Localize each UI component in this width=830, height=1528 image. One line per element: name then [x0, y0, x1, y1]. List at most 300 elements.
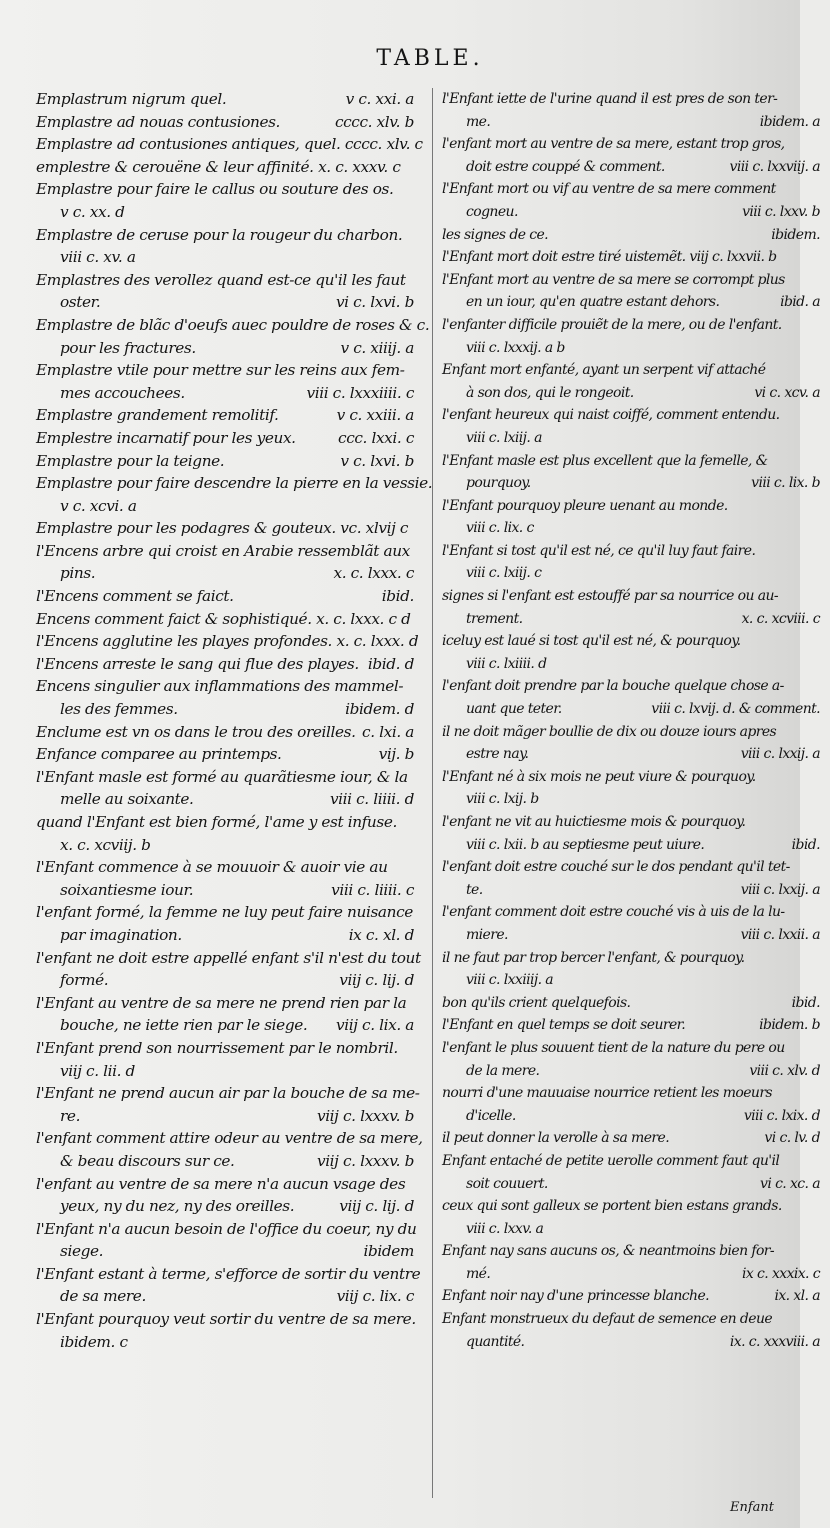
- entry-reference: ix c. xl. d: [348, 925, 414, 944]
- entry-text: l'Enfant prend son nourrissement par le nombril.: [36, 1038, 398, 1057]
- entry-text: Emplastre pour la teigne.: [36, 451, 225, 470]
- entry-reference: [814, 1195, 820, 1218]
- entry-text: l'Enfant n'a aucun besoin de l'office du coeur, ny du: [36, 1219, 417, 1238]
- index-entry-line: [36, 675, 414, 698]
- entry-text: l'enfant doit prendre par la bouche quelque chose a-: [442, 678, 784, 695]
- entry-reference: viii c. lxxij. a: [740, 881, 820, 898]
- index-entry-line: [36, 969, 414, 992]
- index-entry-line: [442, 1037, 820, 1060]
- entry-reference: [411, 608, 417, 631]
- entry-text: trement.: [466, 610, 523, 627]
- entry-text: & beau discours sur ce.: [60, 1151, 235, 1170]
- index-entry-line: [36, 133, 423, 156]
- entry-reference: [408, 517, 414, 540]
- entry-text: d'icelle.: [466, 1107, 516, 1124]
- entry-reference: [814, 630, 820, 653]
- entry-reference: [410, 540, 416, 563]
- entry-text: mé.: [466, 1265, 491, 1282]
- index-entry-line: [442, 924, 820, 947]
- entry-reference: [408, 856, 414, 879]
- entry-reference: ibidem. b: [759, 1017, 820, 1034]
- index-entry-line: [36, 359, 414, 382]
- entry-text: doit estre couppé & comment.: [466, 158, 665, 175]
- entry-text: il peut donner la verolle à sa mere.: [442, 1130, 670, 1147]
- index-entry-line: [36, 879, 414, 902]
- index-entry-line: [36, 585, 414, 608]
- entry-text: yeux, ny du nez, ny des oreilles.: [60, 1197, 295, 1216]
- entry-text: l'Enfant né à six mois ne peut viure & pourquoy.: [442, 768, 756, 785]
- index-entry-line: [442, 246, 820, 269]
- entry-reference: [408, 992, 414, 1015]
- entry-text: pourquoy.: [466, 475, 531, 492]
- entry-reference: [408, 201, 414, 224]
- index-entry-line: [442, 540, 820, 563]
- index-entry-line: [36, 1082, 420, 1105]
- index-entry-line: [36, 788, 414, 811]
- entry-reference: [416, 1308, 422, 1331]
- entry-text: melle au soixante.: [60, 790, 194, 809]
- entry-text: Emplastre grandement remolitif.: [36, 406, 279, 425]
- index-entry-line: [442, 201, 820, 224]
- entry-reference: [814, 811, 820, 834]
- entry-reference: v c. xxi. a: [345, 90, 414, 108]
- entry-text: l'Enfant ne prend aucun air par la bouche de sa me-: [36, 1084, 420, 1103]
- index-entry-line: [442, 1195, 820, 1218]
- entry-reference: [814, 337, 820, 360]
- index-entry-line: [442, 314, 820, 337]
- index-entry-line: [442, 856, 820, 879]
- index-entry-line: [442, 178, 820, 201]
- entry-reference: ix c. xxxix. c: [742, 1265, 820, 1282]
- index-entry-line: [442, 675, 820, 698]
- entry-reference: [814, 653, 820, 676]
- entry-text: viii c. lxii. b au septiesme peut uiure.: [466, 836, 705, 853]
- entry-text: formé.: [60, 971, 109, 990]
- entry-reference: viii c. lxvij. d. & comment.: [651, 701, 820, 718]
- index-entry-line: [442, 382, 820, 405]
- index-entry-line: [442, 88, 820, 111]
- index-entry-line: [442, 472, 820, 495]
- entry-text: viii c. lxij. b: [466, 791, 539, 808]
- index-entry-line: [36, 178, 414, 201]
- index-entry-line: [442, 291, 820, 314]
- index-entry-line: [36, 1014, 414, 1037]
- entry-text: l'Encens comment se faict.: [36, 587, 234, 606]
- entry-text: Enfant entaché de petite uerolle comment faut qu'il: [442, 1152, 780, 1169]
- index-entry-line: [442, 879, 820, 902]
- index-entry-line: [36, 1195, 414, 1218]
- index-entry-line: [442, 427, 820, 450]
- entry-text: viii c. lix. c: [466, 520, 534, 537]
- entry-text: mes accouchees.: [60, 383, 185, 402]
- entry-reference: [432, 472, 438, 495]
- entry-text: l'Enfant si tost qu'il est né, ce qu'il luy faut faire.: [442, 542, 756, 559]
- entry-reference: v c. xiiij. a: [340, 338, 414, 357]
- index-entry-line: [442, 156, 820, 179]
- entry-reference: viii c. lix. b: [751, 475, 820, 492]
- index-entry-line: [442, 992, 820, 1015]
- entry-text: viii c. lxiij. a: [466, 429, 542, 446]
- entry-text: l'enfanter difficile prouiẽt de la mere, ou de l'enfant.: [442, 316, 782, 333]
- entry-text: Encens singulier aux inflammations des mammel-: [36, 677, 404, 696]
- entry-reference: [423, 1127, 429, 1150]
- index-entry-line: [36, 924, 414, 947]
- entry-reference: [408, 1331, 414, 1354]
- index-entry-line: [36, 1331, 414, 1354]
- index-entry-line: [36, 224, 414, 247]
- entry-reference: ibidem. d: [345, 700, 414, 719]
- entry-text: l'Encens arbre qui croist en Arabie ressemblãt aux: [36, 541, 410, 560]
- entry-text: quand l'Enfant est bien formé, l'ame y est infuse.: [36, 813, 397, 831]
- entry-text: uant que teter.: [466, 701, 562, 718]
- entry-reference: [408, 1173, 414, 1196]
- entry-text: bon qu'ils crient quelquefois.: [442, 994, 631, 1011]
- entry-reference: ibid.: [381, 587, 414, 606]
- index-entry-line: [36, 88, 414, 111]
- index-entry-line: [442, 585, 820, 608]
- entry-reference: [814, 1082, 820, 1105]
- index-entry-line: [36, 1105, 414, 1128]
- index-entry-line: [442, 969, 820, 992]
- entry-reference: [814, 788, 820, 811]
- entry-reference: ibid. a: [780, 294, 820, 311]
- index-entry-line: [36, 834, 414, 857]
- index-entry-line: [442, 1308, 820, 1331]
- entry-text: soixantiesme iour.: [60, 880, 194, 899]
- entry-text: estre nay.: [466, 746, 529, 763]
- entry-text: l'Enfant mort au ventre de sa mere se corrompt plus: [442, 271, 785, 288]
- entry-reference: [408, 675, 414, 698]
- entry-reference: [814, 562, 820, 585]
- entry-text: Enfant mort enfanté, ayant un serpent vif attaché: [442, 362, 766, 379]
- index-entry-line: [442, 224, 820, 247]
- entry-reference: ix. c. xxxviii. a: [729, 1333, 820, 1350]
- index-entry-line: [442, 404, 820, 427]
- entry-reference: ibidem.: [771, 226, 820, 243]
- entry-text: Emplastre pour faire descendre la pierre en la vessie.: [36, 474, 433, 493]
- entry-text: l'Enfant estant à terme, s'efforce de sortir du ventre: [36, 1264, 421, 1283]
- index-entry-line: [36, 382, 414, 405]
- entry-reference: [814, 517, 820, 540]
- index-entry-line: [36, 721, 414, 744]
- entry-text: x. c. xcviij. b: [60, 835, 151, 854]
- entry-reference: [814, 721, 820, 744]
- entry-text: me.: [466, 113, 491, 130]
- entry-reference: vij. b: [378, 745, 414, 764]
- entry-text: de la mere.: [466, 1062, 540, 1079]
- entry-reference: viii c. lxxij. a: [740, 746, 820, 763]
- index-entry-line: [442, 111, 820, 134]
- entry-reference: [814, 766, 820, 789]
- index-entry-line: [442, 133, 820, 156]
- index-entry-line: [442, 1218, 820, 1241]
- entry-text: v c. xcvi. a: [60, 496, 137, 515]
- index-entry-line: [442, 608, 820, 631]
- entry-reference: [814, 675, 820, 698]
- index-entry-line: [36, 156, 414, 179]
- index-entry-line: [442, 901, 820, 924]
- entry-text: signes si l'enfant est estouffé par sa nourrice ou au-: [442, 588, 779, 605]
- entry-reference: ibid. d: [367, 654, 414, 673]
- index-entry-line: [36, 201, 414, 224]
- entry-reference: x. c. xcviii. c: [741, 610, 820, 627]
- entry-text: Emplastres des verollez quand est-ce qu'il les faut: [36, 270, 406, 289]
- index-entry-line: [442, 1263, 820, 1286]
- entry-reference: viij c. lij. d: [339, 971, 414, 990]
- entry-reference: viii c. lxxii. a: [740, 926, 820, 943]
- entry-text: Encens comment faict & sophistiqué. x. c. lxxx. c d: [36, 609, 411, 628]
- index-entry-line: [36, 1060, 414, 1083]
- entry-text: viii c. lxiij. c: [466, 565, 542, 582]
- index-entry-line: [36, 901, 414, 924]
- entry-reference: [814, 269, 820, 292]
- entry-reference: [408, 269, 414, 292]
- entry-text: Emplastre vtile pour mettre sur les reins aux fem-: [36, 361, 405, 380]
- entry-reference: ibid.: [791, 994, 820, 1011]
- entry-reference: [814, 178, 820, 201]
- entry-reference: v c. xxiii. a: [336, 406, 414, 425]
- index-entry-line: [442, 1014, 820, 1037]
- entry-text: Enclume est vn os dans le trou des oreilles.: [36, 722, 356, 741]
- entry-text: Emplastre ad nouas contusiones.: [36, 112, 281, 131]
- entry-reference: [814, 314, 820, 337]
- entry-text: Enfant noir nay d'une princesse blanche.: [442, 1288, 709, 1305]
- entry-reference: [814, 540, 820, 563]
- entry-text: nourri d'une mauuaise nourrice retient les moeurs: [442, 1085, 772, 1102]
- index-entry-line: [36, 246, 414, 269]
- entry-text: pins.: [60, 564, 96, 583]
- entry-text: v c. xx. d: [60, 202, 125, 221]
- entry-reference: [814, 359, 820, 382]
- index-entry-line: [442, 947, 820, 970]
- index-entry-line: [36, 1150, 414, 1173]
- entry-reference: [408, 178, 414, 201]
- index-entry-line: [442, 1060, 820, 1083]
- entry-reference: viii c. lxxviij. a: [729, 158, 820, 175]
- entry-text: Emplastre ad contusiones antiques, quel. cccc. xlv. c: [36, 135, 423, 154]
- index-entry-line: [442, 1285, 820, 1308]
- index-entry-line: [36, 1218, 417, 1241]
- entry-text: viii c. xv. a: [60, 248, 136, 267]
- entry-text: l'Enfant iette de l'urine quand il est pres de son ter-: [442, 91, 778, 107]
- entry-text: viii c. lxxxij. a b: [466, 339, 565, 356]
- entry-reference: ix. xl. a: [774, 1288, 820, 1305]
- index-entry-line: [36, 111, 414, 134]
- index-entry-line: [442, 1173, 820, 1196]
- entry-reference: viii c. lxix. d: [743, 1107, 820, 1124]
- entry-reference: [814, 450, 820, 473]
- entry-reference: viii c. lxxxiiii. c: [306, 383, 414, 402]
- entry-text: Emplastre de ceruse pour la rougeur du charbon.: [36, 225, 403, 244]
- entry-text: l'Enfant en quel temps se doit seurer.: [442, 1017, 686, 1034]
- index-entry-line: [36, 269, 414, 292]
- index-entry-line: [36, 947, 421, 970]
- index-entry-line: [36, 811, 414, 834]
- index-entry-line: [442, 721, 820, 744]
- entry-text: viii c. lxxv. a: [466, 1220, 544, 1237]
- index-entry-line: [36, 743, 414, 766]
- index-entry-line: [36, 1263, 421, 1286]
- index-entry-line: [442, 269, 820, 292]
- entry-text: il ne doit mãger boullie de dix ou douze iours apres: [442, 723, 777, 740]
- index-entry-line: [442, 1105, 820, 1128]
- entry-reference: [413, 901, 419, 924]
- entry-text: te.: [466, 881, 483, 898]
- entry-text: Enfant nay sans aucuns os, & neantmoins bien for-: [442, 1243, 775, 1260]
- entry-reference: viii c. liiii. d: [329, 790, 414, 809]
- index-entry-line: [442, 788, 820, 811]
- entry-reference: [421, 947, 427, 970]
- entry-reference: v c. lxvi. b: [340, 451, 414, 470]
- entry-reference: viij c. lxxxv. b: [316, 1151, 414, 1170]
- index-entry-line: [36, 540, 414, 563]
- entry-text: siege.: [60, 1242, 104, 1261]
- index-entry-line: [442, 337, 820, 360]
- index-entry-line: [36, 427, 414, 450]
- entry-text: l'Enfant pourquoy veut sortir du ventre de sa mere.: [36, 1310, 416, 1329]
- entry-reference: [423, 133, 429, 156]
- entry-text: l'Enfant masle est plus excellent que la femelle, &: [442, 452, 768, 469]
- entry-reference: c. lxi. a: [362, 722, 414, 741]
- entry-text: l'Enfant masle est formé au quarãtiesme iour, & la: [36, 767, 408, 786]
- entry-text: Emplastre pour faire le callus ou souture des os.: [36, 180, 394, 199]
- entry-reference: ibidem. a: [759, 113, 820, 130]
- index-entry-line: [442, 1150, 820, 1173]
- index-entry-line: [442, 495, 820, 518]
- entry-text: les signes de ce.: [442, 226, 549, 243]
- entry-reference: viij c. lix. c: [336, 1287, 414, 1306]
- index-entry-line: [36, 698, 414, 721]
- entry-reference: [814, 947, 820, 970]
- entry-reference: [814, 1218, 820, 1241]
- index-entry-line: [36, 1285, 414, 1308]
- entry-reference: [418, 630, 424, 653]
- index-entry-line: [442, 1082, 820, 1105]
- entry-reference: [408, 495, 414, 518]
- index-entry-line: [36, 562, 414, 585]
- entry-reference: [814, 585, 820, 608]
- index-entry-line: [36, 766, 414, 789]
- index-entry-line: [36, 630, 419, 653]
- entry-reference: [408, 811, 414, 834]
- entry-text: quantité.: [466, 1333, 525, 1350]
- catchword: Enfant: [729, 1500, 774, 1515]
- entry-reference: [408, 246, 414, 269]
- entry-reference: viii c. lxxv. b: [742, 203, 820, 220]
- entry-reference: [814, 1308, 820, 1331]
- entry-reference: [814, 901, 820, 924]
- entry-text: l'enfant heureux qui naist coiffé, comment entendu.: [442, 407, 780, 424]
- entry-text: l'enfant au ventre de sa mere n'a aucun vsage des: [36, 1174, 406, 1193]
- index-entry-line: [442, 834, 820, 857]
- right-column: [442, 88, 820, 1353]
- index-entry-line: [36, 404, 414, 427]
- entry-reference: vi c. lxvi. b: [335, 293, 414, 312]
- index-entry-line: [36, 1127, 423, 1150]
- index-entry-line: [442, 743, 820, 766]
- entry-text: ibidem. c: [60, 1332, 128, 1351]
- index-entry-line: [442, 1127, 820, 1150]
- entry-text: l'enfant comment doit estre couché vis à uis de la lu-: [442, 904, 785, 921]
- index-entry-line: [442, 698, 820, 721]
- entry-text: Emplastre pour les podagres & gouteux. vc. xlvij c: [36, 519, 409, 538]
- entry-reference: [814, 88, 820, 111]
- entry-text: de sa mere.: [60, 1287, 146, 1306]
- left-column: [36, 88, 433, 1353]
- entry-text: miere.: [466, 926, 508, 943]
- index-entry-line: [442, 517, 820, 540]
- index-entry-line: [36, 1173, 414, 1196]
- entry-reference: ccc. lxxi. c: [338, 428, 414, 447]
- entry-reference: viii c. liiii. c: [331, 880, 414, 899]
- index-entry-line: [36, 1240, 414, 1263]
- entry-text: l'enfant doit estre couché sur le dos pendant qu'il tet-: [442, 859, 790, 876]
- entry-text: l'enfant mort au ventre de sa mere, estant trop gros,: [442, 136, 785, 153]
- entry-reference: [814, 1240, 820, 1263]
- index-entry-line: [36, 314, 430, 337]
- entry-reference: [814, 856, 820, 879]
- entry-text: l'enfant le plus souuent tient de la nature du pere ou: [442, 1039, 785, 1056]
- entry-text: il ne faut par trop bercer l'enfant, & pourquoy.: [442, 949, 745, 966]
- entry-reference: [420, 1263, 426, 1286]
- entry-text: l'enfant formé, la femme ne luy peut faire nuisance: [36, 903, 413, 922]
- entry-reference: [408, 156, 414, 179]
- entry-text: viii c. lxiiii. d: [466, 655, 547, 672]
- entry-text: Enfant monstrueux du defaut de semence en deue: [442, 1311, 773, 1328]
- index-entry-line: [36, 1037, 414, 1060]
- entry-text: Emplastrum nigrum quel.: [36, 90, 227, 108]
- entry-reference: [814, 404, 820, 427]
- page-title: TABLE.: [376, 46, 484, 71]
- entry-text: l'Enfant commence à se mouuoir & auoir vie au: [36, 858, 388, 877]
- index-entry-line: [442, 1240, 820, 1263]
- entry-reference: [416, 1218, 422, 1241]
- entry-text: par imagination.: [60, 925, 182, 944]
- entry-text: l'Enfant mort ou vif au ventre de sa mere comment: [442, 181, 776, 198]
- entry-reference: viii c. xlv. d: [749, 1062, 820, 1079]
- entry-reference: [814, 1150, 820, 1173]
- entry-text: l'enfant ne doit estre appellé enfant s'il n'est du tout: [36, 948, 421, 967]
- entry-reference: [814, 427, 820, 450]
- index-entry-line: [442, 562, 820, 585]
- index-entry-line: [36, 450, 414, 473]
- entry-reference: [408, 359, 414, 382]
- index-entry-line: [36, 1308, 414, 1331]
- entry-reference: [814, 246, 820, 269]
- entry-reference: viij c. lxxxv. b: [316, 1106, 414, 1125]
- index-entry-line: [36, 653, 414, 676]
- index-entry-line: [442, 450, 820, 473]
- entry-reference: [814, 133, 820, 156]
- entry-reference: vi c. xcv. a: [754, 384, 820, 401]
- entry-text: en un iour, qu'en quatre estant dehors.: [466, 294, 720, 311]
- index-entry-line: [442, 766, 820, 789]
- index-entry-line: [442, 1331, 820, 1354]
- entry-text: l'enfant comment attire odeur au ventre de sa mere,: [36, 1129, 423, 1148]
- entry-reference: [814, 969, 820, 992]
- index-entry-line: [442, 630, 820, 653]
- entry-reference: [408, 834, 414, 857]
- entry-reference: [814, 495, 820, 518]
- entry-reference: [814, 1037, 820, 1060]
- entry-text: viii c. lxxiiij. a: [466, 972, 554, 989]
- entry-text: l'Enfant pourquoy pleure uenant au monde.: [442, 497, 728, 514]
- entry-reference: [408, 224, 414, 247]
- entry-reference: cccc. xlv. b: [334, 112, 414, 131]
- entry-reference: [408, 1060, 414, 1083]
- entry-text: Enfance comparee au printemps.: [36, 745, 282, 764]
- entry-text: les des femmes.: [60, 700, 178, 719]
